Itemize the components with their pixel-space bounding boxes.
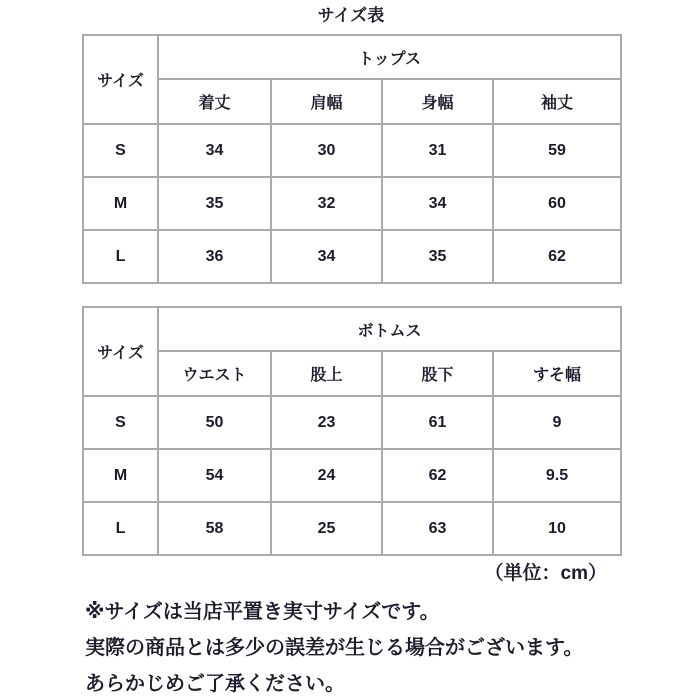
value-cell: 10 <box>493 502 621 555</box>
footnotes <box>85 594 700 700</box>
column-header-sodetake: 袖丈 <box>493 79 621 124</box>
table-row <box>83 35 621 79</box>
table-row <box>83 79 621 124</box>
size-corner-header: サイズ <box>83 307 158 396</box>
value-cell: 34 <box>382 177 493 230</box>
value-cell: 9.5 <box>493 449 621 502</box>
size-corner-header: サイズ <box>83 35 158 124</box>
value-cell: 63 <box>382 502 493 555</box>
size-label: L <box>83 502 158 555</box>
tops-size-table <box>82 34 622 284</box>
page-title: サイズ表 <box>317 6 385 25</box>
value-cell: 50 <box>158 396 271 449</box>
value-cell: 35 <box>158 177 271 230</box>
table-row <box>83 351 621 396</box>
size-label: M <box>83 177 158 230</box>
value-cell: 25 <box>271 502 382 555</box>
table-row <box>83 449 621 502</box>
value-cell: 23 <box>271 396 382 449</box>
table-row <box>83 124 621 177</box>
value-cell: 9 <box>493 396 621 449</box>
size-label: S <box>83 124 158 177</box>
column-header-chakutake: 着丈 <box>158 79 271 124</box>
column-header-rise: 股上 <box>271 351 382 396</box>
column-header-inseam: 股下 <box>382 351 493 396</box>
value-cell: 30 <box>271 124 382 177</box>
column-header-katahaba: 肩幅 <box>271 79 382 124</box>
table-row <box>83 177 621 230</box>
bottoms-size-table <box>82 306 622 556</box>
unit-note: （単位：cm） <box>484 563 607 584</box>
value-cell: 34 <box>158 124 271 177</box>
size-label: M <box>83 449 158 502</box>
footnote-line-3: あらかじめご了承ください。 <box>85 673 345 695</box>
footnote-line-1: ※サイズは当店平置き実寸サイズです。 <box>85 601 440 623</box>
value-cell: 62 <box>382 449 493 502</box>
value-cell: 60 <box>493 177 621 230</box>
size-label: S <box>83 396 158 449</box>
value-cell: 36 <box>158 230 271 283</box>
table-row <box>83 307 621 351</box>
value-cell: 32 <box>271 177 382 230</box>
column-header-mihaba: 身幅 <box>382 79 493 124</box>
column-header-hem-width: すそ幅 <box>493 351 621 396</box>
value-cell: 62 <box>493 230 621 283</box>
value-cell: 58 <box>158 502 271 555</box>
bottoms-group-header: ボトムス <box>158 307 621 351</box>
value-cell: 34 <box>271 230 382 283</box>
value-cell: 24 <box>271 449 382 502</box>
footnote-line-2: 実際の商品とは多少の誤差が生じる場合がございます。 <box>85 637 584 659</box>
table-row <box>83 396 621 449</box>
value-cell: 61 <box>382 396 493 449</box>
size-label: L <box>83 230 158 283</box>
value-cell: 35 <box>382 230 493 283</box>
tops-group-header: トップス <box>158 35 621 79</box>
value-cell: 59 <box>493 124 621 177</box>
table-row <box>83 230 621 283</box>
value-cell: 31 <box>382 124 493 177</box>
value-cell: 54 <box>158 449 271 502</box>
column-header-waist: ウエスト <box>158 351 271 396</box>
table-row <box>83 502 621 555</box>
